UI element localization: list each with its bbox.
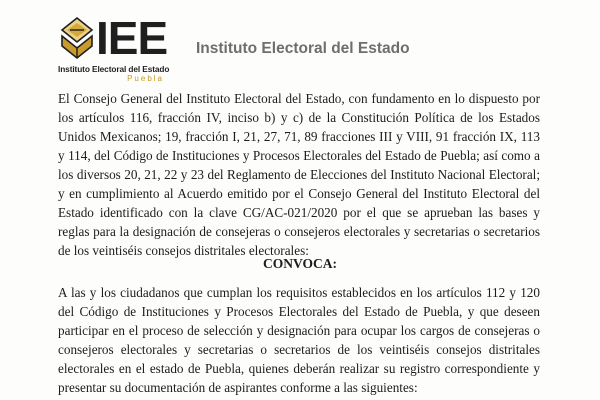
paragraph-1: El Consejo General del Instituto Electoral del Estado, con fundamento en lo dispuesto por los artículos 116, fracción IV, inciso b) y c) de la Constitución Política de los Estados Unidos Mexicanos; 19, fracción I, 21, 27, 71, 89 fracciones III y VIII, 91 fracción IX, 113 y 114, del Código de Instituciones y Procesos Electorales del Estado de Puebla; así como a los diversos 20, 21, 22 y 23 del Reglamento de Elecciones del Instituto Nacional Electoral; y en cumplimiento al Acuerdo emitido por el Consejo General del Instituto Electoral del Estado identificado con la clave CG/AC-021/2020 por el que se aprueban las bases y reglas para la designación de consejeras o consejeros electorales y secretarias o secretarios de los veintiséis consejos distritales electorales: bbox=[58, 91, 540, 258]
convoca-heading: CONVOCA: bbox=[263, 256, 337, 271]
ballot-box-icon bbox=[58, 16, 96, 62]
paragraph-2: A las y los ciudadanos que cumplan los requisitos establecidos en los artículos 112 y 120 del Código de Instituciones y Procesos Electorales del Estado de Puebla, y que deseen participar en el proceso de selección y designación para ocupar los cargos de consejeras o consejeros electorales y secretarias o secretarios de los veintiséis consejos distritales electorales en el estado de Puebla, quienes deberán realizar su registro correspondiente y presentar su documentación de aspirantes conforme a las siguientes: bbox=[58, 285, 540, 395]
header-title: Instituto Electoral del Estado bbox=[196, 40, 410, 57]
logo-letters: IEE bbox=[96, 12, 168, 64]
iee-logo bbox=[56, 14, 174, 84]
logo-city: Puebla bbox=[127, 74, 164, 83]
logo-institute-name: Instituto Electoral del Estado bbox=[58, 64, 170, 74]
